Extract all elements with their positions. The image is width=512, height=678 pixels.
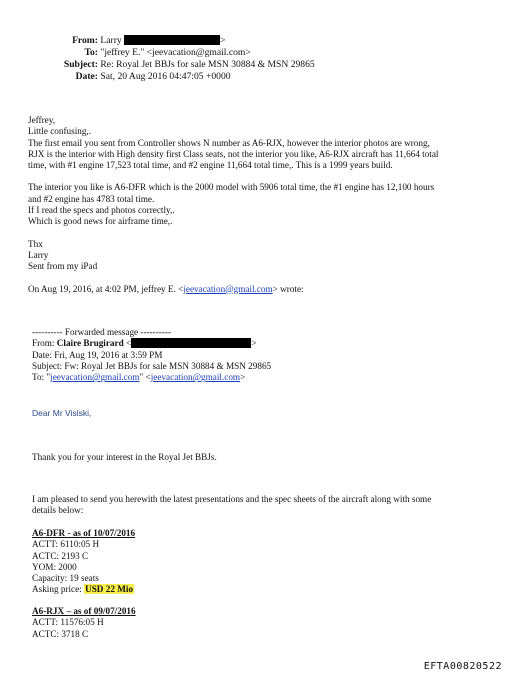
quote-intro-prefix: On Aug 19, 2016, at 4:02 PM, jeffrey E. < xyxy=(28,283,184,294)
spec-actt: ACTT: 6110:05 H xyxy=(32,539,100,550)
spec-yom: YOM: 2000 xyxy=(32,561,77,572)
reply-body xyxy=(28,115,439,295)
forwarded-subject: Subject: Fw: Royal Jet BBJs for sale MSN 30884 & MSN 29865 xyxy=(32,360,272,371)
header-date-row xyxy=(20,71,231,83)
price-label: Asking price: xyxy=(32,584,85,595)
date-label: Date: xyxy=(75,71,98,82)
spec-actc: ACTC: 3718 C xyxy=(32,628,89,639)
spec-actt: ACTT: 11576:05 H xyxy=(32,617,104,628)
aircraft-spec-rjx xyxy=(32,606,136,640)
sent-from: Sent from my iPad xyxy=(28,261,98,272)
reply-line: If I read the specs and photos correctly,. xyxy=(28,205,175,216)
redaction-bar xyxy=(131,338,251,348)
signature-name: Larry xyxy=(28,249,49,260)
document-id: EFTA00820522 xyxy=(423,661,502,672)
subject-label: Subject: xyxy=(63,59,98,70)
email-link[interactable]: jeevacation@gmail.com xyxy=(50,372,140,383)
to-label: To: xyxy=(84,47,98,58)
reply-line: Which is good news for airframe time,. xyxy=(28,216,173,227)
spec-capacity: Capacity: 19 seats xyxy=(32,573,99,584)
price-highlight: USD 22 Mio xyxy=(85,584,134,595)
reply-line: and #2 engine has 4783 total time. xyxy=(28,193,155,204)
from-name: Larry xyxy=(100,35,122,46)
reply-line: The first email you sent from Controller shows N number as A6-RJX, however the interior photos are wrong, xyxy=(28,137,430,148)
spec-price xyxy=(32,584,135,595)
intro-line: I am pleased to send you herewith the latest presentations and the spec sheets of the aircraft along with some xyxy=(32,494,432,504)
forwarded-block xyxy=(32,327,271,383)
signoff: Thx xyxy=(28,238,43,249)
greeting: Jeffrey, xyxy=(28,115,56,125)
forwarded-date: Date: Fri, Aug 19, 2016 at 3:59 PM xyxy=(32,349,163,360)
aircraft-heading: A6-DFR - as of 10/07/2016 xyxy=(32,528,136,538)
aircraft-spec-dfr xyxy=(32,528,135,596)
forwarded-to-prefix: To: " xyxy=(32,372,51,383)
subject-value: Re: Royal Jet BBJs for sale MSN 30884 & MSN 29865 xyxy=(100,59,315,70)
header-to-row xyxy=(20,47,251,59)
sender-name: Claire Brugirard xyxy=(56,338,124,349)
forwarded-from-open: < xyxy=(123,338,132,349)
quote-intro-suffix: > wrote: xyxy=(272,283,304,294)
from-close: > xyxy=(220,35,226,46)
reply-line: time, with #1 engine 17,523 total time, and #2 engine 11,664 total time,. This is a 1999 years build. xyxy=(28,160,393,171)
to-value: "jeffrey E." <jeevacation@gmail.com> xyxy=(100,47,251,58)
forwarded-to-suffix: > xyxy=(240,372,246,383)
forwarded-from-prefix: From: xyxy=(32,338,57,349)
aircraft-heading: A6-RJX – as of 09/07/2016 xyxy=(32,606,136,616)
spec-actc: ACTC: 2193 C xyxy=(32,550,89,561)
email-link[interactable]: jeevacation@gmail.com xyxy=(183,283,273,294)
from-label: From: xyxy=(72,35,98,46)
intro-line: details below: xyxy=(32,505,84,516)
reply-line: Little confusing,. xyxy=(28,126,92,137)
forwarded-from-close: > xyxy=(251,338,257,349)
forwarded-to-mid: " < xyxy=(139,372,151,383)
forwarded-marker: ---------- Forwarded message ---------- xyxy=(32,327,172,337)
intro-paragraph xyxy=(32,494,431,517)
header-from-row xyxy=(20,35,226,47)
forwarded-from xyxy=(32,338,271,349)
reply-line: RJX is the interior with High density first Class seats, not the interior you like, A6-RJX aircraft has 11,664 total xyxy=(28,148,439,159)
redaction-bar xyxy=(124,35,220,45)
quote-intro xyxy=(28,284,439,295)
thanks-line: Thank you for your interest in the Royal Jet BBJs. xyxy=(32,452,217,462)
date-value: Sat, 20 Aug 2016 04:47:05 +0000 xyxy=(100,71,231,82)
header-subject-row xyxy=(20,59,315,71)
forwarded-to xyxy=(32,372,271,383)
email-link[interactable]: jeevacation@gmail.com xyxy=(150,372,241,383)
salutation: Dear Mr Vislski, xyxy=(32,408,92,418)
reply-line: The interior you like is A6-DFR which is the 2000 model with 5906 total time, the #1 engine has 12,100 hours xyxy=(28,182,435,193)
